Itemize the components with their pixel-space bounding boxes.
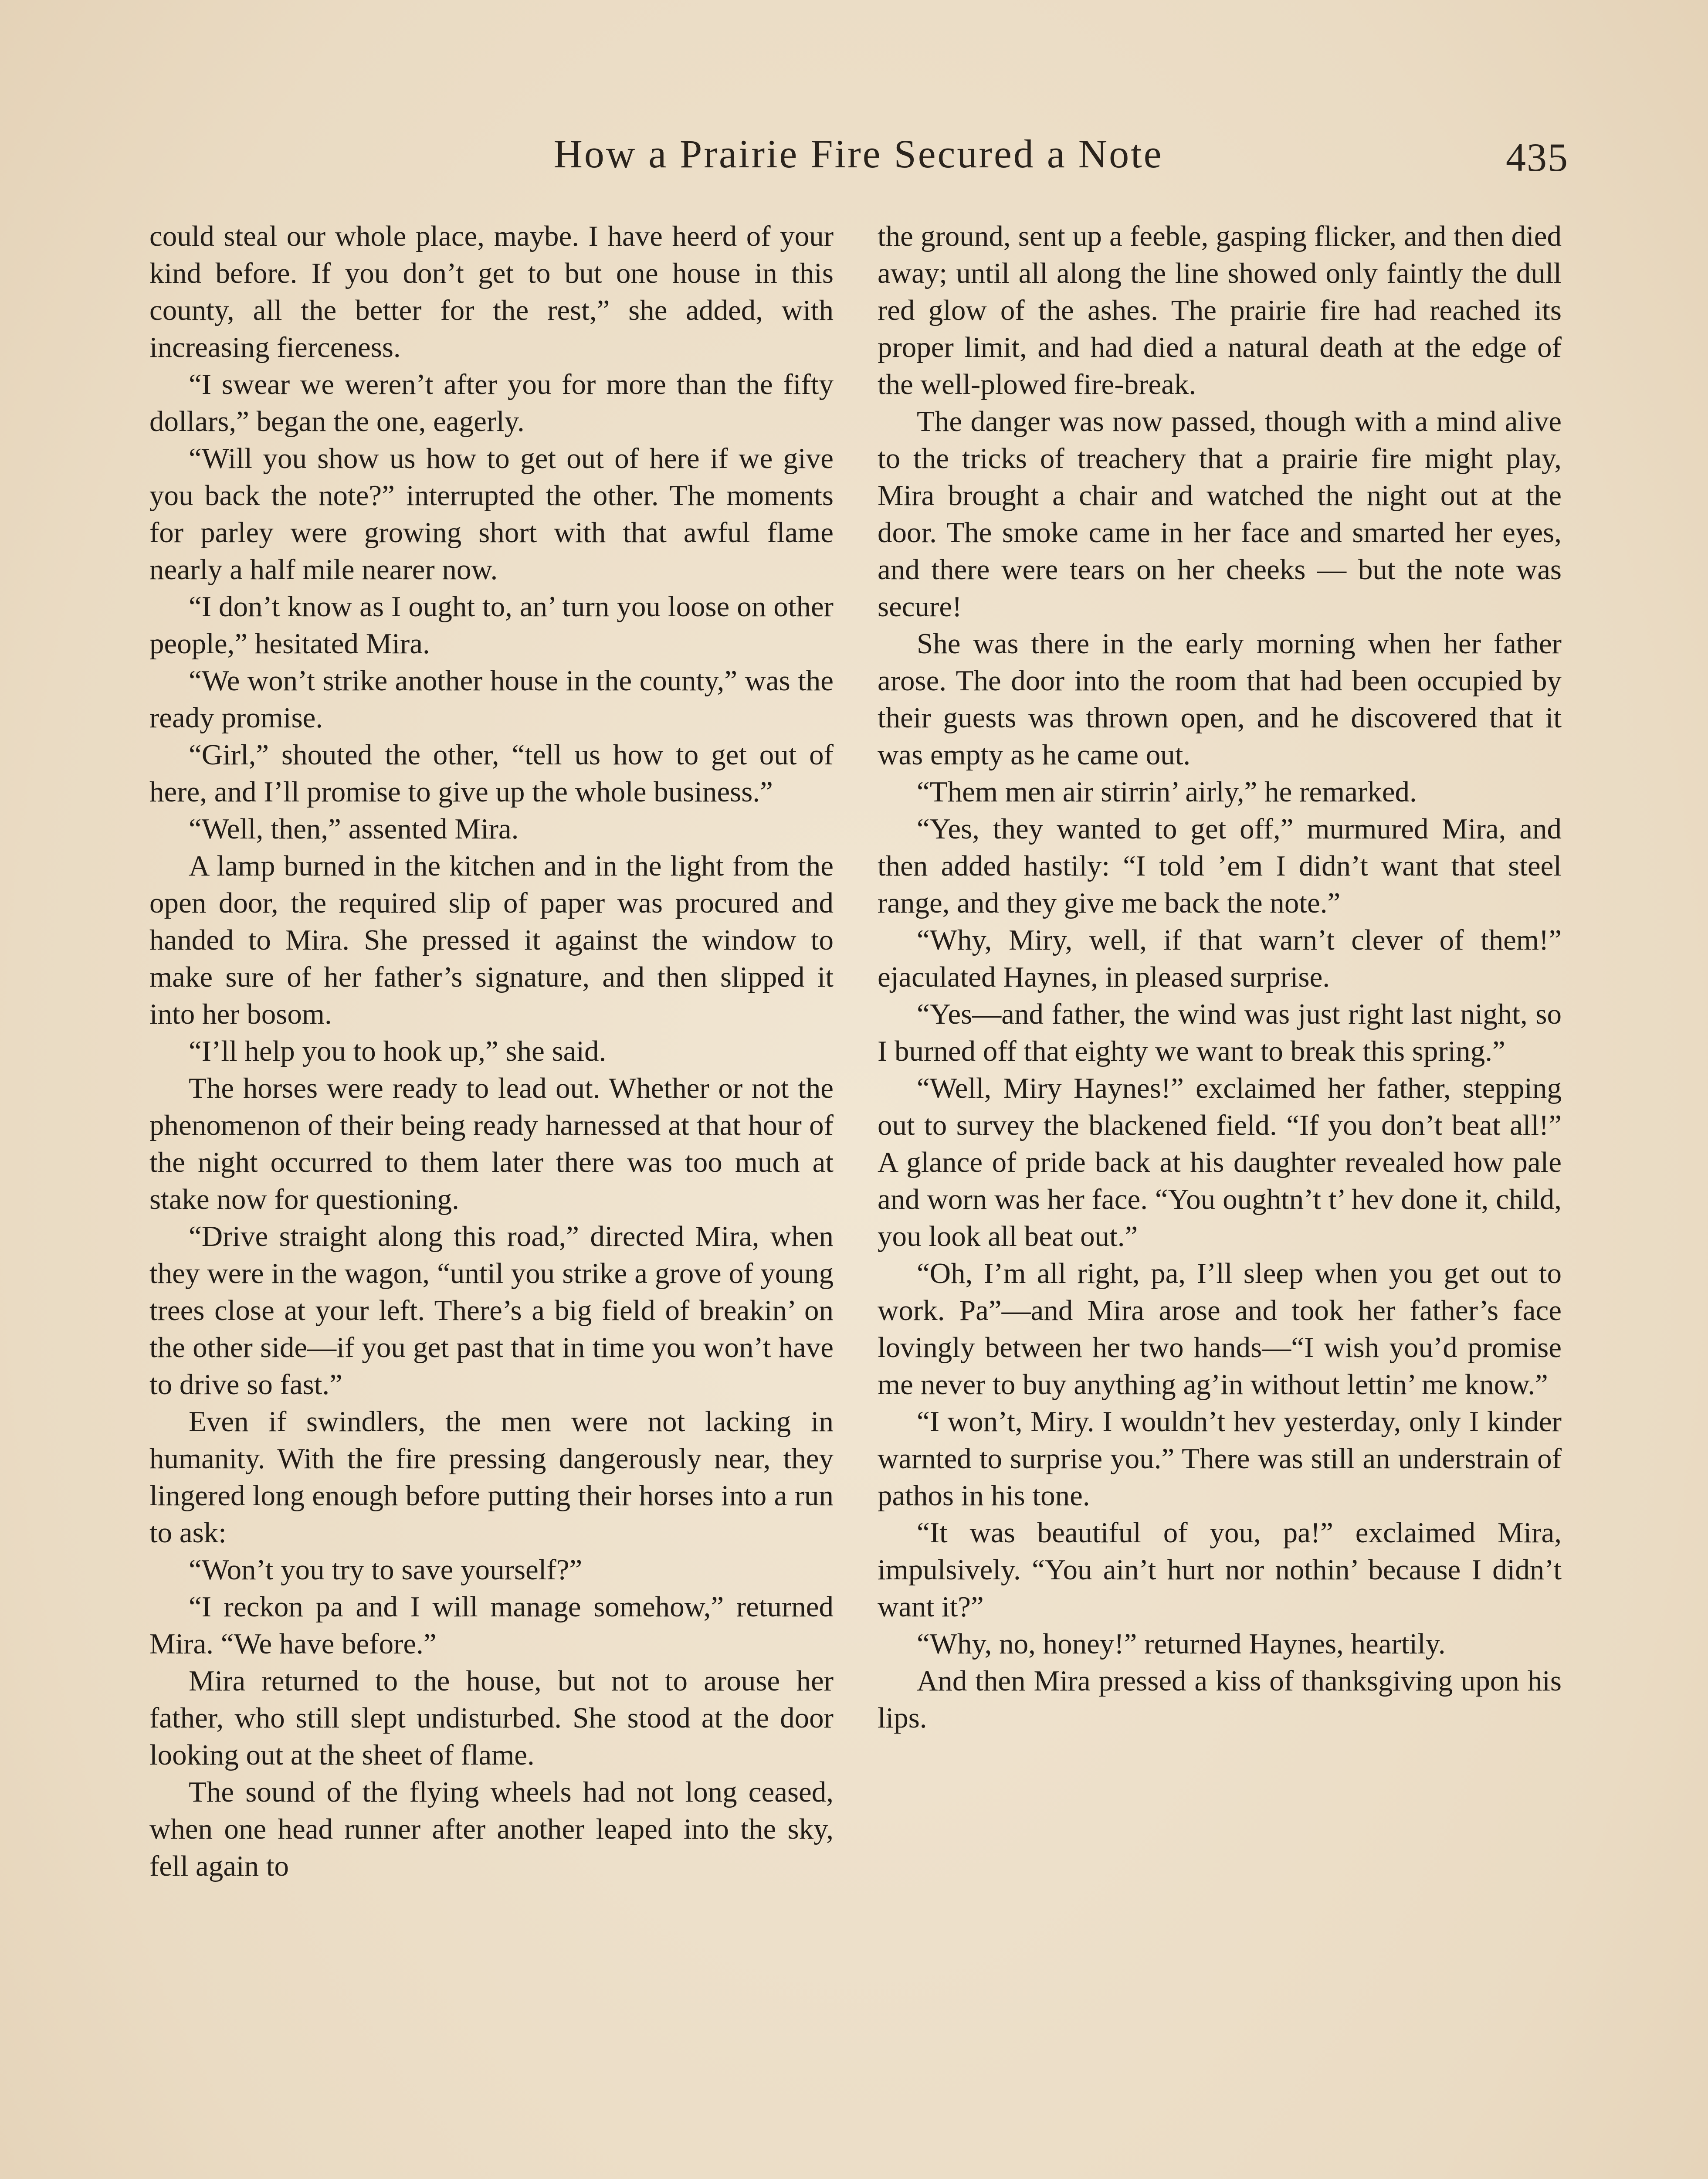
paragraph: “Well, Miry Haynes!” exclaimed her father, stepping out to survey the blackened field. “If you don’t beat all!” A glance of pride back at his daughter revealed how pale and worn was her face. “You oughtn’t t’ hev done it, child, you look all beat out.”	[878, 1072, 1562, 1252]
paragraph: The sound of the flying wheels had not long ceased, when one head runner after another leaped into the sky, fell again to	[149, 1776, 834, 1882]
page-number: 435	[1506, 135, 1569, 180]
paragraph: Mira returned to the house, but not to arouse her father, who still slept undisturbed. She stood at the door looking out at the sheet of flame.	[149, 1665, 834, 1771]
paragraph: “I reckon pa and I will manage somehow,” returned Mira. “We have before.”	[149, 1591, 834, 1660]
paragraph: “I swear we weren’t after you for more than the fifty dollars,” began the one, eagerly.	[149, 368, 834, 438]
running-title: How a Prairie Fire Secured a Note	[553, 132, 1163, 176]
paragraph: “I’ll help you to hook up,” she said.	[189, 1035, 607, 1067]
paragraph: could steal our whole place, maybe. I have heerd of your kind before. If you don’t get to but one house in this county, all the better for the rest,” she added, with increasing fierceness.	[149, 220, 834, 363]
paragraph: “Yes, they wanted to get off,” murmured Mira, and then added hastily: “I told ’em I didn’t want that steel range, and they give me back the note.”	[878, 813, 1562, 919]
paragraph: “Drive straight along this road,” directed Mira, when they were in the wagon, “until you strike a grove of young trees close at your left. There’s a big field of breakin’ on the other side—if you get past that in time you won’t have to drive so fast.”	[149, 1220, 834, 1401]
paragraph: the ground, sent up a feeble, gasping flicker, and then died away; until all along the line showed only faintly the dull red glow of the ashes. The prairie fire had reached its proper limit, and had died a natural death at the edge of the well-plowed fire-break.	[878, 220, 1562, 401]
paragraph: “I don’t know as I ought to, an’ turn you loose on other people,” hesitated Mira.	[149, 591, 834, 660]
left-column	[149, 218, 834, 1885]
paragraph: “It was beautiful of you, pa!” exclaimed Mira, impulsively. “You ain’t hurt nor nothin’ because I didn’t want it?”	[878, 1517, 1562, 1623]
paragraph: She was there in the early morning when her father arose. The door into the room that had been occupied by their guests was thrown open, and he discovered that it was empty as he came out.	[878, 628, 1562, 771]
paragraph: The horses were ready to lead out. Whether or not the phenomenon of their being ready harnessed at that hour of the night occurred to them later there was too much at stake now for questioning.	[149, 1072, 834, 1215]
paragraph: “Girl,” shouted the other, “tell us how to get out of here, and I’ll promise to give up the whole business.”	[149, 739, 834, 808]
paragraph: “Will you show us how to get out of here if we give you back the note?” interrupted the other. The moments for parley were growing short with that awful flame nearly a half mile nearer now.	[149, 442, 834, 586]
page-header	[148, 131, 1569, 192]
paragraph: And then Mira pressed a kiss of thanksgiving upon his lips.	[878, 1665, 1562, 1734]
paragraph: “Them men air stirrin’ airly,” he remarked.	[917, 776, 1417, 808]
paragraph: “Well, then,” assented Mira.	[189, 813, 519, 845]
paragraph: “I won’t, Miry. I wouldn’t hev yesterday, only I kinder warnted to surprise you.” There was still an understrain of pathos in his tone.	[878, 1405, 1562, 1512]
paragraph: “We won’t strike another house in the county,” was the ready promise.	[149, 665, 834, 734]
paragraph: The danger was now passed, though with a mind alive to the tricks of treachery that a prairie fire might play, Mira brought a chair and watched the night out at the door. The smoke came in her face and smarted her eyes, and there were tears on her cheeks — but the note was secure!	[878, 405, 1562, 623]
paragraph: “Why, no, honey!” returned Haynes, heartily.	[917, 1628, 1446, 1660]
paragraph: A lamp burned in the kitchen and in the light from the open door, the required slip of paper was procured and handed to Mira. She pressed it against the window to make sure of her father’s signature, and then slipped it into her bosom.	[149, 850, 834, 1030]
right-column	[878, 218, 1562, 1737]
paragraph: “Won’t you try to save yourself?”	[189, 1554, 583, 1586]
paragraph: “Why, Miry, well, if that warn’t clever of them!” ejaculated Haynes, in pleased surprise.	[878, 924, 1562, 993]
paragraph: “Oh, I’m all right, pa, I’ll sleep when you get out to work. Pa”—and Mira arose and took her father’s face lovingly between her two hands—“I wish you’d promise me never to buy anything ag’in without lettin’ me know.”	[878, 1257, 1562, 1401]
paragraph: “Yes—and father, the wind was just right last night, so I burned off that eighty we want to break this spring.”	[878, 998, 1562, 1067]
paragraph: Even if swindlers, the men were not lacking in humanity. With the fire pressing dangerously near, they lingered long enough before putting their horses into a run to ask:	[149, 1405, 834, 1549]
